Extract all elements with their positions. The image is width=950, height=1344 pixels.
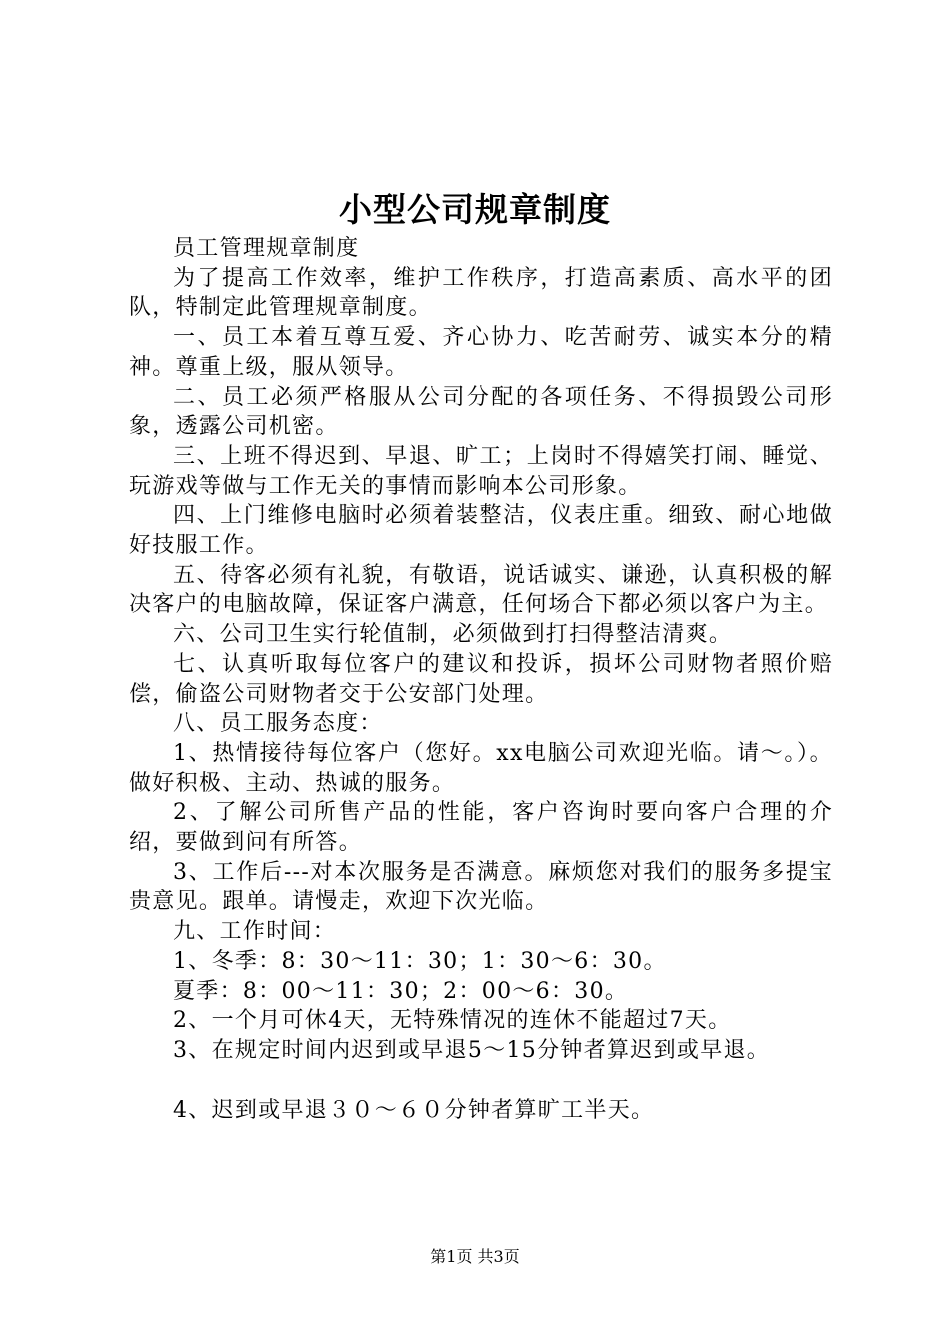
paragraph-rule-5: 五、待客必须有礼貌，有敬语，说话诚实、谦逊，认真积极的解决客户的电脑故障，保证客户满意，任何场合下都必须以客户为主。 <box>129 562 833 618</box>
paragraph-rule-2: 二、员工必须严格服从公司分配的各项任务、不得损毁公司形象，透露公司机密。 <box>129 384 833 440</box>
paragraph-rule-3: 三、上班不得迟到、早退、旷工；上岗时不得嬉笑打闹、睡觉、玩游戏等做与工作无关的事情而影响本公司形象。 <box>129 443 833 499</box>
paragraph-hours-summer: 夏季：8：00～11：30；2：00～6：30。 <box>173 978 629 1004</box>
paragraph-rule-9: 九、工作时间： <box>173 919 337 945</box>
paragraph-service-3: 3、工作后---对本次服务是否满意。麻烦您对我们的服务多提宝贵意见。跟单。请慢走，欢迎下次光临。 <box>129 859 833 915</box>
document-title: 小型公司规章制度 <box>339 190 611 229</box>
paragraph-rule-8: 八、员工服务态度： <box>173 711 383 737</box>
paragraph-intro: 为了提高工作效率，维护工作秩序，打造高素质、高水平的团队，特制定此管理规章制度。 <box>129 265 833 321</box>
document-body <box>129 234 833 1125</box>
paragraph-hours-winter: 1、冬季：8：30～11：30；1：30～6：30。 <box>173 948 667 974</box>
paragraph-late-2: 4、迟到或早退３０～６０分钟者算旷工半天。 <box>173 1097 655 1123</box>
page-footer: 第1页 共3页 <box>430 1247 520 1266</box>
paragraph-service-2: 2、了解公司所售产品的性能，客户咨询时要向客户合理的介绍，要做到问有所答。 <box>129 800 833 856</box>
paragraph-rule-1: 一、员工本着互尊互爱、齐心协力、吃苦耐劳、诚实本分的精神。尊重上级，服从领导。 <box>129 325 833 380</box>
paragraph-subtitle: 员工管理规章制度 <box>173 236 360 261</box>
paragraph-leave: 2、一个月可休4天，无特殊情况的连休不能超过7天。 <box>173 1008 732 1034</box>
paragraph-rule-7: 七、认真听取每位客户的建议和投诉，损坏公司财物者照价赔偿，偷盗公司财物者交于公安部门处理。 <box>129 651 833 707</box>
paragraph-late-1: 3、在规定时间内迟到或早退5～15分钟者算迟到或早退。 <box>173 1037 771 1063</box>
paragraph-rule-6: 六、公司卫生实行轮值制，必须做到打扫得整洁清爽。 <box>173 622 733 648</box>
paragraph-rule-4: 四、上门维修电脑时必须着装整洁，仪表庄重。细致、耐心地做好技服工作。 <box>129 503 833 559</box>
paragraph-service-1: 1、热情接待每位客户（您好。xx电脑公司欢迎光临。请～。）。做好积极、主动、热诚的服务。 <box>129 740 833 796</box>
